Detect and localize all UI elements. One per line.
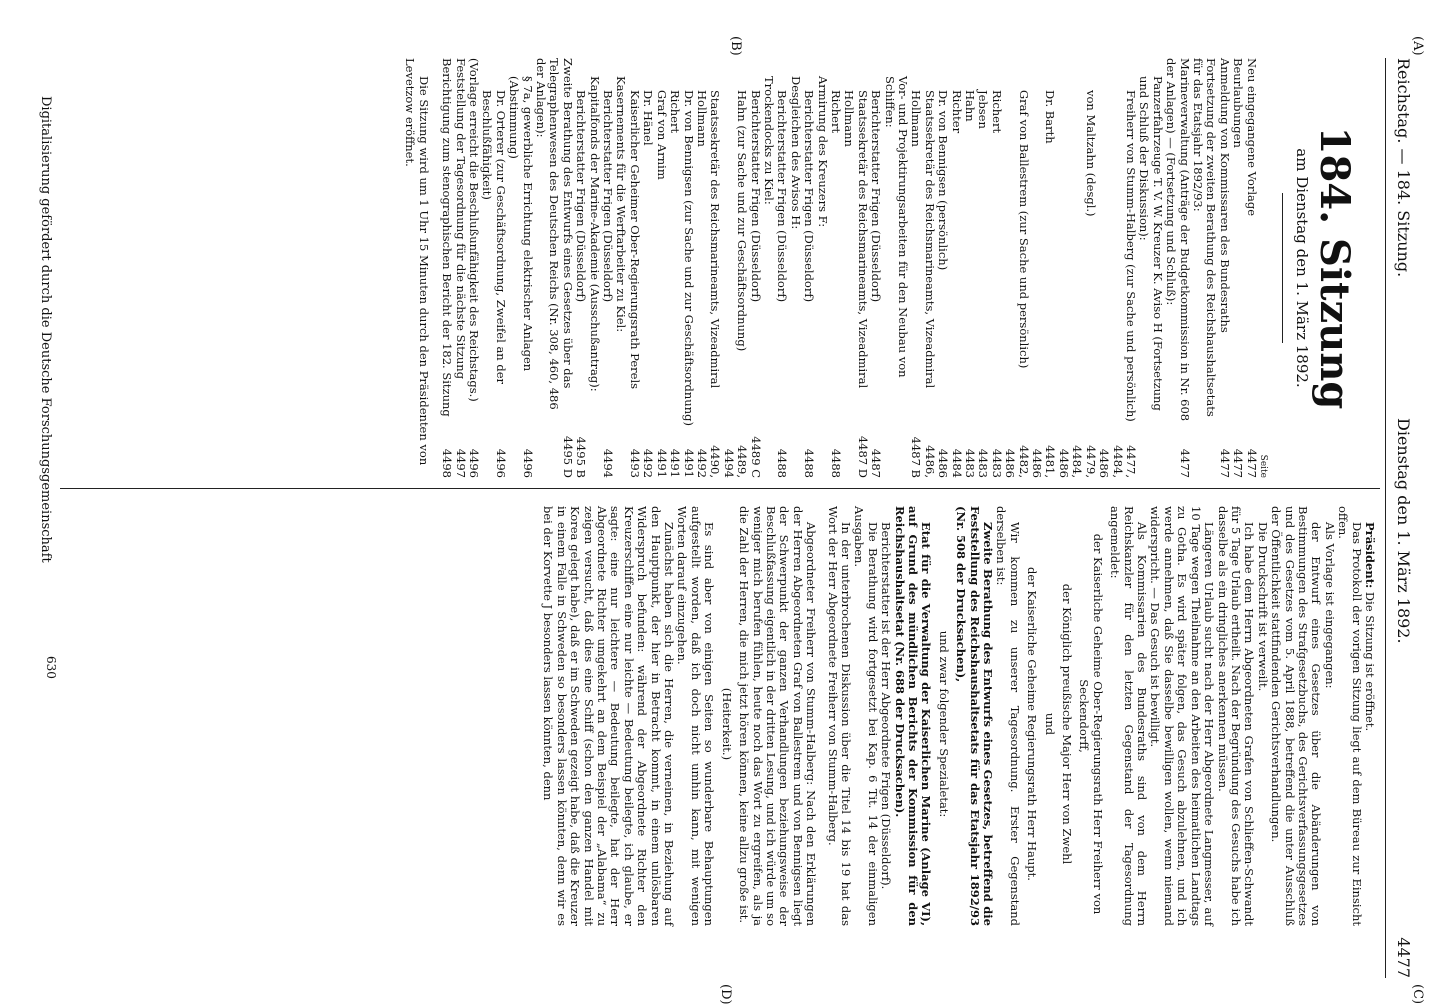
toc-entry-page: 4491 [681, 448, 696, 478]
marker-b: (B) [728, 36, 743, 56]
toc-entry [1137, 58, 1164, 478]
opening-statement: Die Sitzung wird um 1 Uhr 15 Minuten durch den Präsidenten von Levetzow eröffnet. [403, 58, 431, 466]
toc-entry-page: 4494 [601, 448, 616, 478]
toc-entry-page: 4489, 4494 [721, 445, 750, 478]
toc-entry [628, 58, 641, 478]
toc-entry-text: Neu eingegangene Vorlage [1244, 58, 1259, 217]
toc-entry-page: 4482, 4486 [1003, 445, 1031, 478]
toc-entry [802, 58, 815, 478]
toc-entry-text: Panzerfahrzeuge T. V. W. Kreuzer K. Aviso H (Fortsetzung und Schluß der Diskussion): [1137, 76, 1165, 411]
toc-entry [1003, 58, 1030, 478]
toc-entry-page: 4481, 4486 [1030, 445, 1058, 478]
paragraph: der Kaiserliche Geheime Ober-Regierungsrath Herr Freiherr von Seckendorff, [1077, 533, 1105, 915]
toc-entry-text: Desgleichen des Avisos H: [788, 76, 803, 230]
paragraph: Die Druckschrift ist verweilt. [1255, 522, 1270, 692]
paragraph: der Entwurf eines Gesetzes über die Abänderungen von Bestimmungen des Strafgesetzbuchs, des Gerichtsverfassungsgesetzes und des Gesetzes vom 5. April 1888, betreffend die unter Ausschluß der Öffentlichkeit stattfindenden Gerichtsverhandlungen. [1269, 506, 1324, 926]
toc-entry [467, 58, 480, 478]
toc-entry [909, 58, 936, 478]
toc-entry [1231, 58, 1244, 478]
toc-entry [601, 58, 614, 478]
paragraph: der Königlich preußische Major Herr von Zwehl [1060, 583, 1075, 865]
toc-entry-page: 4488 [775, 448, 790, 478]
paragraph: Berichterstatter ist der Herr Abgeordnete Frigen (Düsseldorf). [879, 522, 894, 890]
session-title: 184. Sitzung [1311, 126, 1358, 410]
page-number: 630 [44, 656, 58, 679]
toc-entry [440, 58, 453, 478]
toc-entry [587, 58, 600, 478]
toc-entry [775, 58, 788, 478]
toc-entry-text: Berichterstatter Frigen (Düsseldorf) [574, 90, 589, 303]
toc-entry-page: 4477 [1244, 448, 1259, 478]
toc-entry [668, 58, 681, 478]
header-center: Dienstag den 1. März 1892. [1394, 418, 1413, 644]
toc-entry-text: Dr. Orterer (zur Geschäftsordnung, Zweifel an der Beschlußfähigkeit) [480, 90, 508, 385]
toc-entry-text: Kaiserlicher Geheimer Ober-Regierungsrath Perels [627, 90, 642, 390]
toc-entry-text: Freiherr von Stumm-Halberg (zur Sache und persönlich) [1123, 90, 1138, 422]
toc-entry-text: Anmeldung von Kommissaren des Bundesraths [1217, 58, 1232, 333]
paragraph: Präsident: Die Sitzung ist eröffnet. [1363, 522, 1377, 732]
toc-entry-page: 4486 [936, 448, 951, 478]
toc-entry-text: von Maltzahn (desgl.) [1083, 90, 1098, 217]
toc-entry-page: 4487 [869, 448, 884, 478]
toc-entry-page: 4486, 4487 B [909, 436, 937, 478]
header-rule [1385, 58, 1386, 978]
toc-entry [1097, 58, 1137, 478]
page-header [1376, 58, 1420, 978]
toc-entry-page: 4493 [627, 448, 642, 478]
toc-entry-text: Marineverwaltung (Anträge der Budgetkommission in Nr. 608 der Anlagen) — (Fortsetzung und Schluß): [1164, 58, 1192, 422]
toc-entry [480, 58, 507, 478]
toc-entry-text: Dr. Barth [1043, 90, 1058, 144]
toc-entry-text: Richert [668, 90, 683, 134]
paragraph: In der unterbrochenen Diskussion über die Titel 14 bis 19 hat das Wort der Herr Abgeordnete Freiherr von Stumm-Halberg. [825, 506, 853, 926]
paragraph: Zweite Berathung des Entwurfs eines Gesetzes, betreffend die Feststellung des Reichshaushaltsetats für das Etatsjahr 1892/93 (Nr. 508 der Drucksachen), [954, 506, 996, 926]
paragraph: und zwar folgender Spezialetat: [936, 630, 951, 818]
paragraph: Etat für die Verwaltung der Kaiserlichen Marine (Anlage VI), auf Grund des mündlichen Berichts der Kommission für den Reichshaushaltsetat (Nr. 688 der Drucksachen). [892, 506, 934, 926]
toc-entry-text: Graf von Arnim [654, 90, 669, 180]
seite-label: Seite [1257, 454, 1268, 478]
toc-entry-text: (Vorlage erreicht die Beschlußunfähigkeit des Reichstags.) [467, 58, 482, 402]
toc-entry [614, 58, 627, 478]
header-page-number: 4477 [1394, 937, 1413, 978]
table-of-contents [440, 58, 1258, 478]
toc-entry-page: 4477 [1217, 448, 1232, 478]
toc-entry-page: 4496 [520, 448, 535, 478]
toc-entry [695, 58, 722, 478]
paragraph: Die Berathung wird fortgesetzt bei Kap. 6 Tit. 14 der einmaligen Ausgaben. [852, 506, 880, 926]
toc-entry [453, 58, 466, 478]
paragraph: Das Protokoll der vorigen Sitzung liegt auf dem Büreau zur Einsicht offen. [1336, 506, 1364, 926]
paragraph: der Kaiserliche Geheime Regierungsrath Herr Haupt. [1025, 567, 1040, 881]
toc-entry [1164, 58, 1191, 478]
toc-entry [829, 58, 842, 478]
toc-entry-page: 4487 D [855, 435, 870, 478]
toc-entry-text: Richert [829, 90, 843, 134]
header-left: Reichstag. — 184. Sitzung. [1394, 58, 1413, 278]
toc-entry-page: 4491 [654, 448, 669, 478]
toc-entry-page: 4490, 4492 [694, 445, 723, 478]
paragraph: Ich habe dem Herrn Abgeordneten Grafen von Schlieffen-Schwandt für 5 Tage Urlaub ertheilt. Nach der Begründung des Gesuchs habe ich dasselbe als ein dringliches anerkennen müssen. [1215, 506, 1257, 926]
toc-entry [788, 58, 801, 478]
toc-entry [1217, 58, 1230, 478]
toc-entry-page: 4496 [493, 448, 508, 478]
toc-entry-text: Dr. von Bennigsen (zur Sache und zur Geschäftsordnung) [681, 90, 696, 426]
toc-entry-page: 4479, 4484, 4486 [1056, 445, 1098, 478]
toc-entry-page: 4483 [976, 448, 991, 478]
toc-entry-text: Fortsetzung der zweiten Berathung des Reichshaushaltsetats für das Etatsjahr 1892/93: [1190, 58, 1219, 417]
toc-entry-page: 4477, 4484, 4486 [1097, 445, 1138, 478]
toc-entry-page: 4498 [440, 448, 455, 478]
paragraph: Als Vorlage ist eingegangen: [1322, 522, 1337, 689]
toc-entry-text: Vor- und Projektirungsarbeiten für den Neubau von Schiffen: [882, 76, 911, 378]
toc-entry [936, 58, 949, 478]
toc-entry-page: 4495 D [560, 435, 575, 478]
toc-entry [1191, 58, 1218, 478]
toc-entry [681, 58, 694, 478]
toc-entry-text: Jebsen [976, 90, 991, 129]
toc-entry-text: Staatssekretär des Reichsmarineamts, Vizeadmiral Hollmann [842, 90, 870, 389]
toc-entry-text: Richert [989, 90, 1004, 134]
toc-entry [1030, 58, 1057, 478]
toc-entry-page: 4477 [1231, 448, 1246, 478]
paragraph: Längeren Urlaub sucht nach der Herr Abgeordnete Langmesser, auf 10 Tage wegen Theilnahme an den Arbeiten des heimatlichen Landtags zu Gotha. Es wird später folgen, das Gesuch abzulehnen, und ich werde annehmen, daß Sie dasselbe bewilligen wollen, wenn niemand widerspricht. — Das Gesuch ist bewilligt. [1148, 506, 1217, 926]
left-column [403, 58, 1376, 478]
toc-entry [842, 58, 869, 478]
paragraph: (Heiterkeit.) [719, 687, 734, 761]
toc-entry-text: Beurlaubungen [1231, 58, 1246, 148]
toc-entry [654, 58, 667, 478]
toc-entry-page: 4483 [989, 448, 1004, 478]
toc-entry [507, 58, 534, 478]
toc-entry-text: Graf von Ballestrem (zur Sache und persönlich) [1016, 90, 1031, 369]
marker-d: (D) [718, 984, 733, 1005]
column-divider [60, 488, 1380, 489]
toc-entry-page: 4496 [467, 448, 482, 478]
toc-entry-text: Berichterstatter Frigen (Düsseldorf) [775, 90, 790, 303]
session-date: am Dienstag den 1. März 1892. [1293, 148, 1311, 388]
toc-entry-text: Hahn (zur Sache und zur Geschäftsordnung) [735, 90, 750, 352]
toc-entry-page: 4477 [1177, 448, 1192, 478]
toc-entry [574, 58, 587, 478]
toc-entry [815, 58, 828, 478]
marker-c: (C) [1410, 984, 1425, 1005]
toc-entry [721, 58, 748, 478]
paragraph: Wir kommen zu unserer Tagesordnung. Erster Gegenstand derselben ist: [994, 506, 1022, 926]
toc-entry [748, 58, 761, 478]
toc-entry [1244, 58, 1257, 478]
toc-entry-text: Berichterstatter Frigen (Düsseldorf) [869, 90, 884, 303]
toc-entry [949, 58, 962, 478]
toc-entry-text: Berichterstatter Frigen (Düsseldorf) [748, 90, 763, 303]
toc-entry-text: Richter [949, 90, 964, 134]
toc-entry-page: 4484 [949, 448, 964, 478]
toc-entry [963, 58, 976, 478]
toc-entry [1057, 58, 1097, 478]
toc-entry-text: Dr. Hänel [641, 90, 656, 146]
toc-entry-page: 4489 C [748, 436, 763, 478]
toc-entry [534, 58, 574, 478]
toc-entry [762, 58, 775, 478]
title-rule [1282, 193, 1283, 343]
toc-entry-text: Feststellung der Tagesordnung für die nächste Sitzung [453, 58, 468, 380]
toc-entry-text: Hahn [963, 90, 978, 122]
paragraph: Abgeordneter Freiherr von Stumm-Halberg: Nach den Erklärungen der Herren Abgeordneten Graf von Ballestrem und von Bennigsen liegt der Schwerpunkt der ganzen Verhandlungen beziehungsweise der Beschlußfassung eigentlich in der dritten Lesung, und ich würde um so weniger mich berufen fühlen, heute noch das Wort zu ergreifen, als ja die Zahl der Herren, die mich jetzt hören können, keine allzu große ist. [737, 506, 819, 926]
toc-entry-text: Berichtigung zum stenographischen Bericht der 182. Sitzung [440, 58, 455, 417]
toc-entry-text: Staatssekretär des Reichsmarineamts, Vizeadmiral Hollmann [694, 90, 723, 389]
digitization-credit: Digitalisierung gefördert durch die Deutsche Forschungsgemeinschaft [38, 96, 53, 563]
toc-entry-text: Berichterstatter Frigen (Düsseldorf) [601, 90, 616, 303]
toc-entry-text: Zweite Berathung des Entwurfs eines Gesetzes über das Telegraphenwesen des Deutschen Reichs (Nr. 308, 460, 486 der Anlagen): [534, 58, 575, 410]
paragraph: Als Kommissarien des Bundesraths sind von dem Herrn Reichskanzler für den letzten Gegenstand der Tagesordnung angemeldet: [1108, 506, 1150, 926]
toc-entry [989, 58, 1002, 478]
toc-entry-text: Kasernements für die Werftarbeiter zu Kiel: [614, 76, 629, 333]
right-column [541, 506, 1376, 926]
toc-entry-page: 4491 [668, 448, 683, 478]
marker-a: (A) [1410, 36, 1425, 56]
paragraph: Zunächst haben sich die Herren, die verneinen, in Beziehung auf den Hauptpunkt, der hier in Betracht kommt, in einem unlösbaren Widerspruch befunden: während der Abgeordnete Richter den Kreuzerschiffen eine nur leichte — Bedeutung beilegte, ich glaube, er sagte: eine nur leichtere — Bedeutung beilegte, hat der Herr Abgeordnete Richter umgekehrt an dem Beispiel der „Alabama“ zu zeigen versucht, daß dies eine Schiff (schon den ganzen Handel mit Korea gelegt habe), daß er im Schweden gezeigt habe, daß die Kreuzer in einem Falle in Schweden so besonders lassen könnten, denn wir es bei der Korvette J besonders lassen könnten, denn [541, 506, 677, 926]
toc-entry-text: Kapitalfonds der Marine-Akademie (Ausschußantrag): [587, 76, 602, 392]
toc-entry-page: 4495 B [574, 436, 589, 478]
toc-entry-page: 4483 [963, 448, 978, 478]
toc-entry-page: 4488 [829, 448, 843, 478]
paragraph: Es sind aber von einigen Seiten so wunderbare Behauptungen aufgestellt worden, daß ich doch nicht umhin kann, mit wenigen Worten darauf einzugehen. [675, 506, 717, 926]
toc-entry [869, 58, 882, 478]
toc-entry-text: § 7a, gewerbliche Errichtung elektrischer Anlagen (Abstimmung) [507, 76, 535, 372]
toc-entry-text: Trockendocks zu Kiel: [761, 76, 776, 205]
toc-entry-text: Staatssekretär des Reichsmarineamts, Vizeadmiral Hollmann [909, 90, 937, 389]
toc-entry-text: Armirung des Kreuzers F: [815, 76, 830, 228]
toc-entry [976, 58, 989, 478]
paragraph: und [1042, 712, 1057, 736]
toc-entry-text: Dr. von Bennigsen (persönlich) [936, 90, 951, 271]
toc-entry-page: 4492 [641, 448, 656, 478]
toc-entry-page: 4497 [453, 448, 468, 478]
toc-entry [882, 58, 909, 478]
toc-entry-text: Berichterstatter Frigen (Düsseldorf) [802, 90, 817, 303]
toc-entry-page: 4488 [802, 448, 817, 478]
toc-entry [641, 58, 654, 478]
